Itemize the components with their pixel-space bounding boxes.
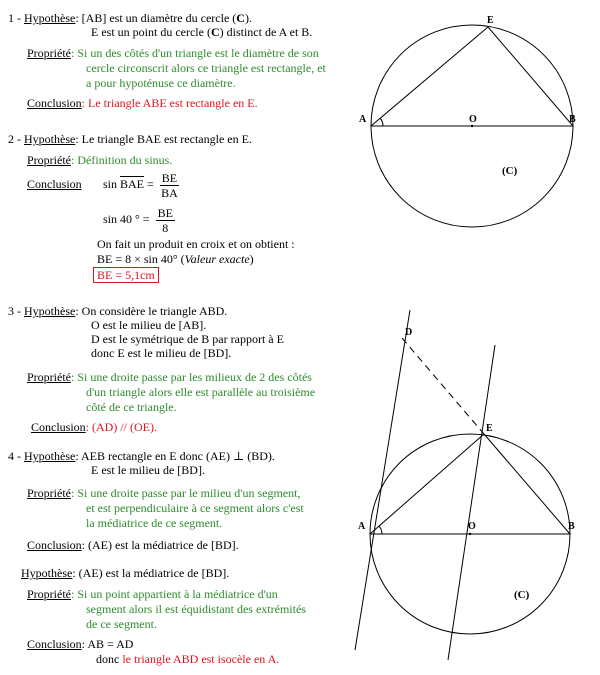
s2-fraction-1-denominator: BA	[161, 185, 178, 200]
s4-property2-line3: de ce segment.	[86, 617, 157, 631]
s3-hypothesis-line3: D est le symétrique de B par rapport à E	[91, 332, 284, 346]
s4-property2-line1	[27, 587, 278, 601]
s3-property-label: Propriété	[27, 370, 71, 384]
s2-exact-a: BE = 8 × sin 40° (	[97, 252, 185, 266]
s1-property-line1	[27, 46, 319, 60]
s2-hypothesis-label: Hypothèse	[24, 132, 76, 146]
s4-conclusion-line	[27, 538, 239, 552]
s4-hypothesis-line1	[8, 449, 275, 463]
s2-hypothesis-text: : Le triangle BAE est rectangle en E.	[75, 132, 252, 146]
s1-hypothesis-line2	[91, 25, 312, 39]
s4-hypothesis-label: Hypothèse	[24, 449, 76, 463]
fig1-label-o: O	[469, 114, 477, 125]
s2-fraction-1	[160, 171, 179, 200]
s3-number: 3 -	[8, 304, 21, 318]
s4-hypothesis2-text: : (AE) est la médiatrice de [BD].	[72, 566, 230, 580]
fig1-center-point	[471, 125, 473, 127]
figure-2-drawing	[355, 310, 570, 660]
fig1-circle	[371, 25, 573, 227]
s1-property-text1: : Si un des côtés d'un triangle est le diamètre de son	[71, 46, 319, 60]
s3-property-line3: côté de ce triangle.	[86, 400, 177, 414]
s3-property-text1: : Si une droite passe par les milieux de 2 des côtés	[71, 370, 312, 384]
fig2-segment-ae	[370, 434, 484, 534]
s2-hypothesis-line	[8, 132, 252, 146]
s3-hypothesis-label: Hypothèse	[24, 304, 76, 318]
s4-donc: donc	[96, 652, 120, 666]
s1-number: 1 -	[8, 11, 21, 25]
s2-fraction-1-numerator: BE	[161, 170, 178, 185]
s2-fraction-2	[156, 206, 175, 235]
s3-conclusion-label: Conclusion	[31, 420, 86, 434]
s1-property-label: Propriété	[27, 46, 71, 60]
fig2-label-b: B	[568, 521, 575, 532]
fig1-label-e: E	[487, 15, 494, 26]
s4-property-label: Propriété	[27, 486, 71, 500]
s3-hypothesis-text1: : On considère le triangle ABD.	[75, 304, 228, 318]
s2-equals: =	[147, 177, 154, 191]
s3-conclusion-text: : (AD) // (OE).	[85, 420, 157, 434]
s2-conclusion-label-line	[27, 177, 82, 191]
s4-property2-label: Propriété	[27, 587, 71, 601]
fig1-label-b: B	[569, 114, 576, 125]
fig2-label-e: E	[486, 423, 493, 434]
s4-final-line	[96, 652, 279, 666]
s4-hypothesis2-line	[21, 566, 229, 580]
fig2-angle-mark	[379, 526, 382, 534]
s4-property-line1	[27, 486, 300, 500]
s2-exact-value-line	[97, 252, 254, 266]
fig2-label-d: D	[405, 327, 413, 338]
fig1-label-a: A	[359, 114, 367, 125]
s2-exact-label: Valeur exacte	[184, 252, 250, 266]
s4-conclusion2-text: : AB = AD	[81, 637, 134, 651]
s2-conclusion-label: Conclusion	[27, 177, 82, 191]
fig2-segment-eb	[484, 434, 570, 534]
fig2-line-ad	[355, 310, 413, 650]
s2-property-line	[27, 153, 172, 167]
s1-circle-name-2: C	[210, 25, 220, 39]
s1-property-line2: cercle circonscrit alors ce triangle est rectangle, et	[86, 61, 326, 75]
s1-property-line3: a pour hypoténuse ce diamètre.	[86, 76, 236, 90]
s2-angle-bae: $\overline{BAE}$	[120, 177, 145, 191]
s3-property-line1	[27, 370, 312, 384]
s1-hypothesis-text1: : [AB] est un diamètre du cercle (	[75, 11, 237, 25]
s1-conclusion-line	[27, 96, 258, 110]
s2-exact-c: )	[249, 252, 254, 266]
s2-property-label: Propriété	[27, 153, 71, 167]
fig2-label-a: A	[358, 521, 366, 532]
s1-conclusion-text: : Le triangle ABE est rectangle en E.	[81, 96, 258, 110]
s3-hypothesis-line2: O est le milieu de [AB].	[91, 318, 207, 332]
s2-sine-equation	[103, 170, 179, 200]
s4-conclusion2-label: Conclusion	[27, 637, 82, 651]
s4-conclusion-label: Conclusion	[27, 538, 82, 552]
s4-conclusion-text: : (AE) est la médiatrice de [BD].	[81, 538, 239, 552]
s2-approx-value	[93, 268, 159, 282]
fig1-angle-mark	[380, 118, 383, 126]
s4-number: 4 -	[8, 449, 21, 463]
s1-hypothesis-end1: ).	[244, 11, 252, 25]
fig2-segment-de-dashed	[402, 338, 484, 434]
s1-hypothesis-text2a: E est un point du cercle (	[91, 25, 211, 39]
s4-hypothesis-line2: E est le milieu de [BD].	[91, 463, 205, 477]
s1-hypothesis-label: Hypothèse	[24, 11, 76, 25]
fig1-segment-ae	[371, 27, 488, 126]
s2-sin: sin	[103, 177, 118, 191]
s1-hypothesis-line1	[8, 11, 252, 25]
s4-property2-text1: : Si un point appartient à la médiatrice d'un	[71, 587, 278, 601]
s3-hypothesis-line1	[8, 304, 227, 318]
s2-sine-40-equation	[103, 205, 175, 235]
s1-conclusion-label: Conclusion	[27, 96, 82, 110]
s4-property-line3: la médiatrice de ce segment.	[86, 516, 223, 530]
s4-property-text1: : Si une droite passe par le milieu d'un segment,	[71, 486, 301, 500]
fig1-label-c: (C)	[502, 165, 518, 177]
fig2-line-oe	[448, 345, 495, 660]
fig1-segment-eb	[488, 27, 573, 126]
s2-number: 2 -	[8, 132, 21, 146]
s2-property-text: : Définition du sinus.	[71, 153, 173, 167]
s1-circle-name: C	[236, 11, 245, 25]
s4-hypothesis2-label: Hypothèse	[21, 566, 73, 580]
fig2-label-o: O	[468, 521, 476, 532]
s2-fraction-2-numerator: BE	[157, 205, 173, 220]
s2-cross-product-line: On fait un produit en croix et on obtient :	[97, 237, 295, 251]
s2-approx-boxed: BE = 5,1cm	[93, 267, 159, 283]
fig2-label-c: (C)	[514, 589, 530, 601]
s3-hypothesis-line4: donc E est le milieu de [BD].	[91, 346, 232, 360]
fig2-center-point	[469, 533, 471, 535]
s4-property-line2: et est perpendiculaire à ce segment alors c'est	[86, 501, 304, 515]
s4-final-conclusion: le triangle ABD est isocèle en A.	[122, 652, 280, 666]
s1-hypothesis-text2b: ) distinct de A et B.	[219, 25, 313, 39]
figure-1-drawing	[371, 25, 573, 227]
s2-sin40: sin 40 ° =	[103, 212, 150, 226]
s4-property2-line2: segment alors il est équidistant des extrémités	[86, 602, 306, 616]
s2-fraction-2-denominator: 8	[162, 220, 169, 235]
s4-hypothesis-text1: : AEB rectangle en E donc (AE) ⊥ (BD).	[75, 449, 275, 463]
s3-property-line2: d'un triangle alors elle est parallèle au troisième	[86, 385, 316, 399]
fig2-circle	[370, 434, 570, 634]
s3-conclusion-line	[31, 420, 157, 434]
s4-conclusion2-line	[27, 637, 133, 651]
